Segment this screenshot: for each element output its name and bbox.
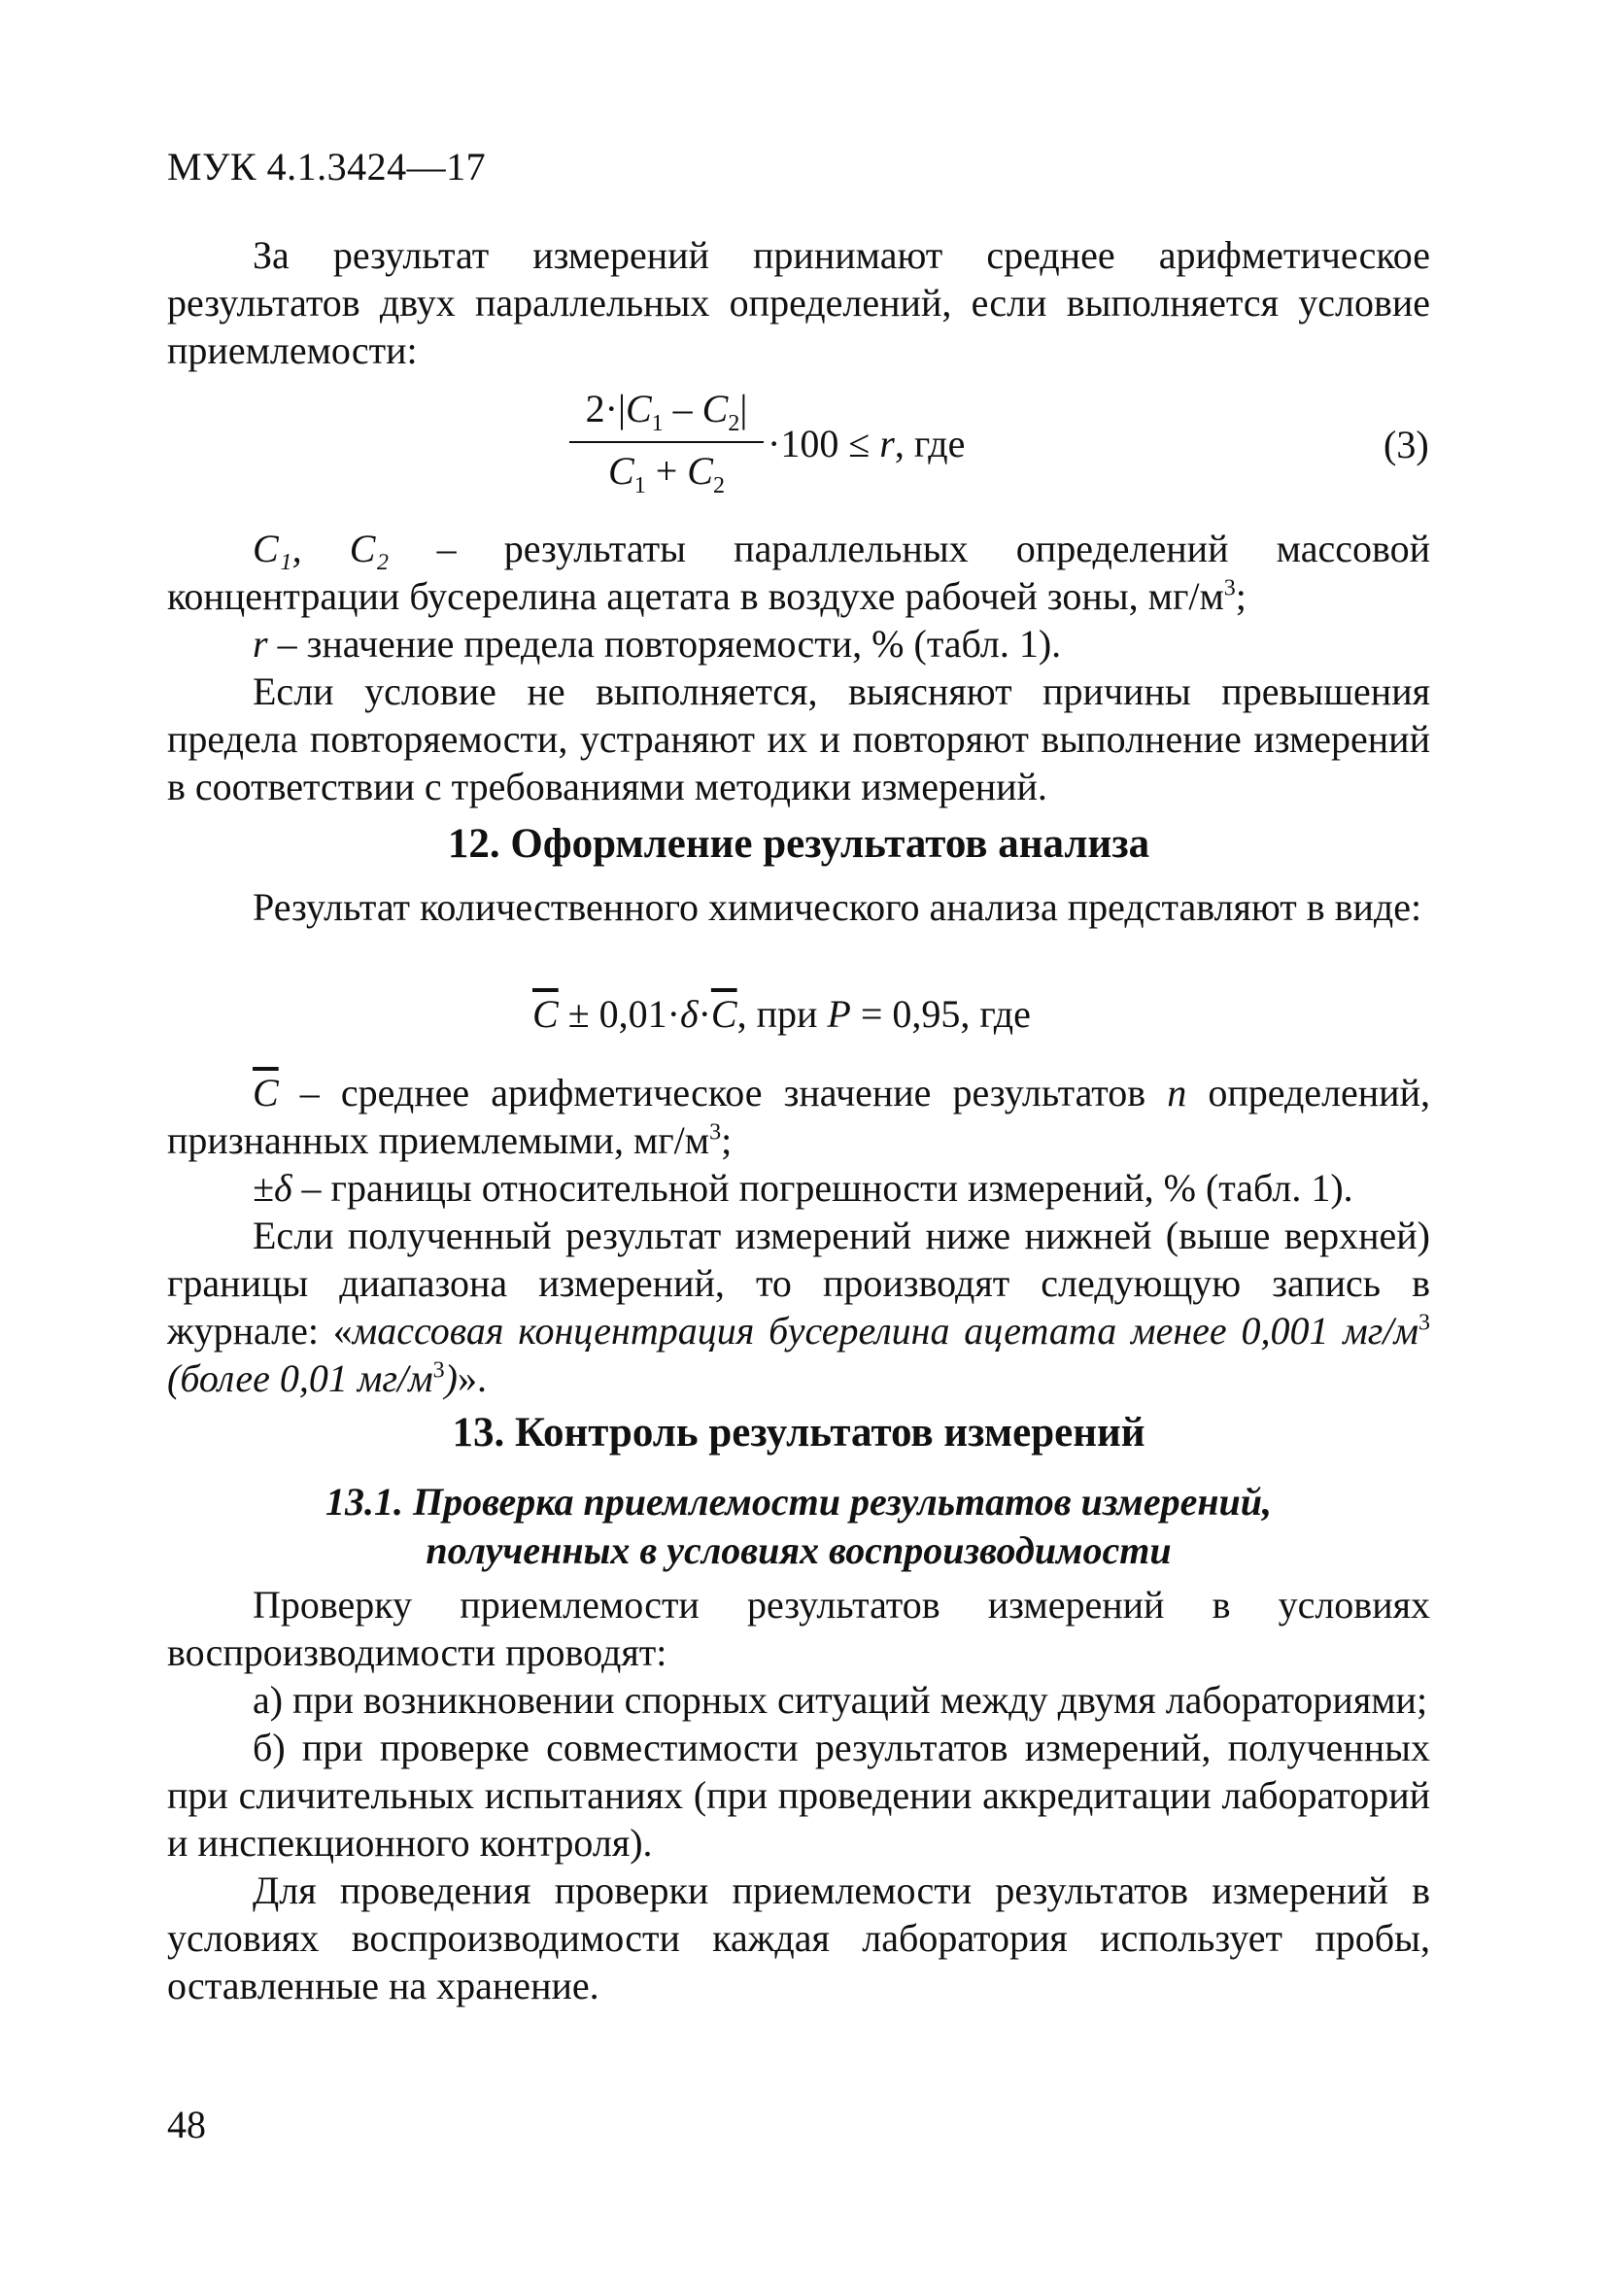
subsection-13-1-heading: 13.1. Проверка приемлемости результатов измерений, полученных в условиях воспроизводимости [325,1480,1273,1572]
formula-result: $\overline{C} \pm 0,01\cdot\delta\cdot\overline{C}$, при P = 0,95, где [532,992,1031,1036]
fraction-denominator: $C_1 + C_2$ [608,449,725,498]
paragraph-out-of-range: Если полученный результат измерений ниже нижней (выше верхней) границы диапазона измерений, то производят следующую запись в журнале: «массовая концентрация бусерелина ацетата менее 0,001 $мг/м^3$ (более 0,01 $мг/м^3$)». [167,1214,1431,1400]
formula-tail: ·100 ≤ r, где [768,422,966,465]
fraction-numerator: $2\cdot|C_1 - C_2|$ [585,387,748,436]
definition-c1-c2: C₁, C₂ – результаты параллельных определений массовой концентрации бусерелина ацетата в воздухе рабочей зоны, $мг/м^3$; [167,527,1431,618]
running-header: МУК 4.1.3424—17 [167,145,487,188]
section-13-body [167,1581,1430,2009]
paragraph-repro-check: Проверку приемлемости результатов измерений в условиях воспроизводимости проводят: [167,1583,1430,1674]
paragraph-result-intro: За результат измерений принимают среднее арифметическое результатов двух параллельных определений, если выполняется условие приемлемости: [167,233,1430,372]
definitions-block-2 [167,1069,1430,1402]
definitions-block [167,525,1430,810]
equation-number: (3) [1384,423,1429,466]
fraction-bar [569,441,764,443]
list-item-a: а) при возникновении спорных ситуаций между двумя лабораториями; [253,1678,1428,1722]
page-number: 48 [167,2103,206,2146]
paragraph-samples: Для проведения проверки приемлемости результатов измерений в условиях воспроизводимости каждая лаборатория использует пробы, оставленные на хранение. [167,1868,1430,2007]
definition-c-mean: $\overline{C}$ – среднее арифметическое значение результатов n определений, признанных приемлемыми, $мг/м^3$; [167,1071,1430,1162]
definition-delta: ±δ – границы относительной погрешности измерений, % (табл. 1). [253,1166,1353,1210]
section-12-heading: 12. Оформление результатов анализа [447,821,1150,867]
definition-r: r – значение предела повторяемости, % (табл. 1). [253,622,1062,666]
paragraph-result-form: Результат количественного химического анализа представляют в виде: [253,885,1422,929]
list-item-b: б) при проверке совместимости результатов измерений, полученных при сличительных испытаниях (при проведении аккредитации лабораторий и инспекционного контроля). [167,1726,1430,1865]
section-13-heading: 13. Контроль результатов измерений [452,1410,1145,1456]
paragraph-condition-fail: Если условие не выполняется, выясняют причины превышения предела повторяемости, устраняют их и повторяют выполнение измерений в соответствии с требованиями методики измерений. [167,669,1430,808]
